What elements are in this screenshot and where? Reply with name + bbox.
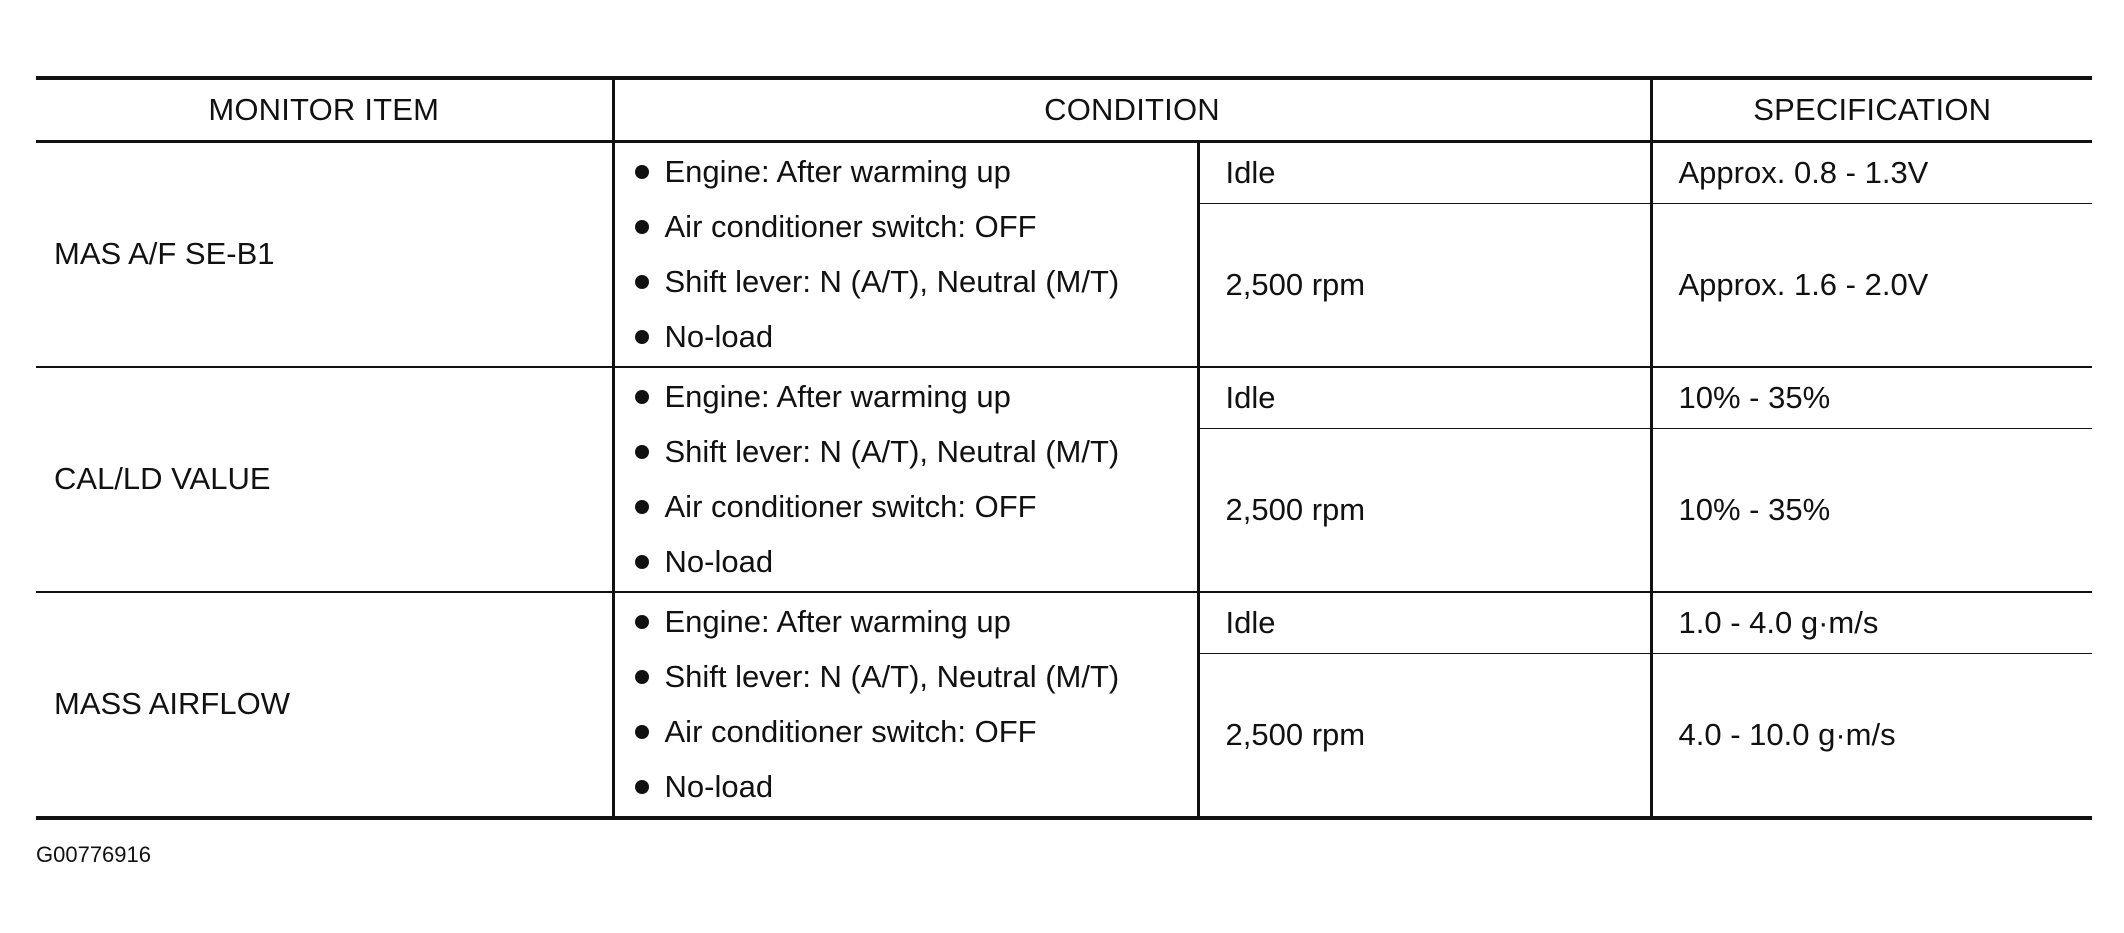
bullet-icon — [635, 725, 649, 739]
header-specification: SPECIFICATION — [1651, 78, 2092, 142]
header-row — [36, 78, 2092, 142]
table-row — [36, 592, 2092, 654]
list-item: No-load — [635, 534, 1197, 589]
bullet-icon — [635, 615, 649, 629]
list-item: Shift lever: N (A/T), Neutral (M/T) — [635, 424, 1197, 479]
rpm-label-cell: 2,500 rpm — [1198, 653, 1651, 818]
idle-spec-cell: 1.0 - 4.0 g·m/s — [1651, 592, 2092, 654]
idle-label-cell: Idle — [1198, 592, 1651, 654]
idle-spec-cell: Approx. 0.8 - 1.3V — [1651, 142, 2092, 204]
condition-cell — [613, 367, 1198, 592]
bullet-icon — [635, 500, 649, 514]
bullet-icon — [635, 780, 649, 794]
list-item: No-load — [635, 759, 1197, 814]
table-row — [36, 142, 2092, 204]
condition-list — [635, 144, 1197, 364]
rpm-spec-cell: 4.0 - 10.0 g·m/s — [1651, 653, 2092, 818]
bullet-icon — [635, 390, 649, 404]
rpm-label-cell: 2,500 rpm — [1198, 204, 1651, 367]
idle-spec-cell: 10% - 35% — [1651, 367, 2092, 429]
list-item: Engine: After warming up — [635, 144, 1197, 199]
condition-list — [635, 594, 1197, 814]
spec-table — [36, 76, 2092, 820]
bullet-icon — [635, 330, 649, 344]
bullet-icon — [635, 165, 649, 179]
condition-cell — [613, 142, 1198, 367]
idle-label-cell: Idle — [1198, 367, 1651, 429]
list-item: Air conditioner switch: OFF — [635, 704, 1197, 759]
list-item: Air conditioner switch: OFF — [635, 199, 1197, 254]
bullet-icon — [635, 220, 649, 234]
idle-label-cell: Idle — [1198, 142, 1651, 204]
monitor-item-cell: CAL/LD VALUE — [36, 367, 613, 592]
rpm-label-cell: 2,500 rpm — [1198, 428, 1651, 591]
list-item: Engine: After warming up — [635, 369, 1197, 424]
list-item: No-load — [635, 309, 1197, 364]
monitor-item-cell: MASS AIRFLOW — [36, 592, 613, 818]
condition-cell — [613, 592, 1198, 818]
list-item: Engine: After warming up — [635, 594, 1197, 649]
list-item: Shift lever: N (A/T), Neutral (M/T) — [635, 649, 1197, 704]
bullet-icon — [635, 275, 649, 289]
condition-list — [635, 369, 1197, 589]
rpm-spec-cell: 10% - 35% — [1651, 428, 2092, 591]
bullet-icon — [635, 555, 649, 569]
header-condition: CONDITION — [613, 78, 1651, 142]
monitor-item-cell: MAS A/F SE-B1 — [54, 236, 275, 272]
rpm-spec-cell: Approx. 1.6 - 2.0V — [1651, 204, 2092, 367]
list-item: Shift lever: N (A/T), Neutral (M/T) — [635, 254, 1197, 309]
table-row — [36, 367, 2092, 429]
list-item: Air conditioner switch: OFF — [635, 479, 1197, 534]
figure-code: G00776916 — [36, 842, 151, 867]
bullet-icon — [635, 670, 649, 684]
header-monitor-item: MONITOR ITEM — [36, 78, 613, 142]
bullet-icon — [635, 445, 649, 459]
